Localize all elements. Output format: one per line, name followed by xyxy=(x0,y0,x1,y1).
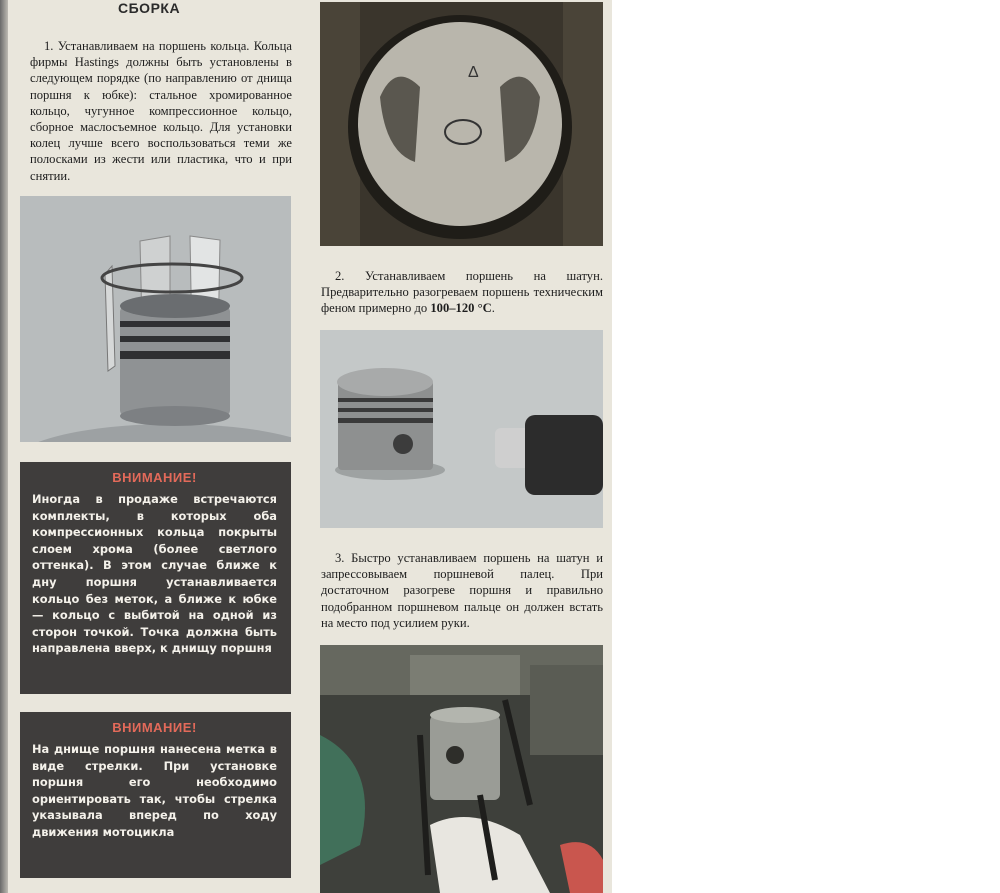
page-binding-edge xyxy=(0,0,8,893)
warning-title: ВНИМАНИЕ! xyxy=(112,720,197,735)
svg-text:Δ: Δ xyxy=(468,64,479,81)
piston-rings-illustration xyxy=(20,196,291,442)
photo-piston-rings-installation xyxy=(20,196,291,442)
warning-box-rings xyxy=(20,462,291,694)
step-2-text-start: 2. Устанавливаем поршень на шатун. Предварительно разогреваем поршень техническим феном примерно до xyxy=(321,269,603,316)
step-1-text: 1. Устанавливаем на поршень кольца. Кольца фирмы Hastings должны быть установлены в следующем порядке (по направлению от днища поршня к юбке): стальное хромированное кольцо, чугунное компрессионное кольцо, сборное маслосъемное кольцо. Для установки колец лучше всего воспользоваться теми же полосками из жести или пластика, что и при снятии. xyxy=(30,39,292,183)
warning-box-arrow-mark xyxy=(20,712,291,878)
piston-crown-illustration xyxy=(320,2,603,246)
photo-piston-crown xyxy=(320,2,603,246)
warning-text: На днище поршня нанесена метка в виде стрелки. При установке поршня его необходимо ориентировать так, чтобы стрелка указывала вперед по ходу движения мотоцикла xyxy=(32,742,277,839)
photo-heating-piston xyxy=(320,330,603,528)
warning-title: ВНИМАНИЕ! xyxy=(112,470,197,485)
step-3-text: 3. Быстро устанавливаем поршень на шатун и запрессовываем поршневой палец. При достаточном разогреве поршня и правильно подобранном поршневом пальце он должен встать на место под усилием руки. xyxy=(321,551,603,630)
step-2-text xyxy=(321,268,603,317)
heat-gun-piston-illustration xyxy=(320,330,603,528)
warning-text: Иногда в продаже встречаются комплекты, в которых оба компрессионных кольца покрыты слоем хрома (более светлого оттенка). В этом случае ближе к дну поршня устанавливается кольцо без меток, а ближе к юбке — кольцо с выбитой на одной из сторон точкой. Точка должна быть направлена вверх, к днищу поршня xyxy=(32,492,277,656)
engine-piston-install-illustration xyxy=(320,645,603,893)
step-2-text-end: . xyxy=(491,301,495,316)
photo-pin-installation xyxy=(320,645,603,893)
section-title: СБОРКА xyxy=(118,0,181,16)
step-2-temperature: 100–120 °С xyxy=(430,301,492,316)
